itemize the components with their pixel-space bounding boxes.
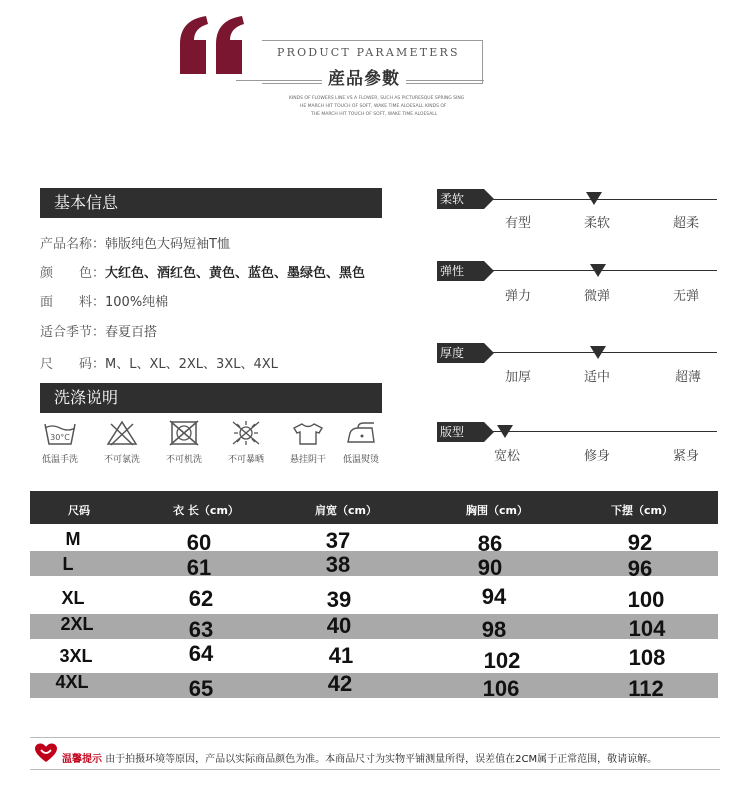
- info-label: 颜 色：: [40, 266, 106, 281]
- table-cell: 38: [325, 552, 351, 577]
- info-label: 尺 码：: [40, 357, 106, 372]
- no-sun-dry-icon: [229, 420, 263, 446]
- table-cell: 61: [186, 555, 212, 580]
- table-cell-size: 3XL: [59, 646, 93, 666]
- info-row-name: [40, 233, 230, 252]
- wash-label: 不可机洗: [165, 455, 202, 465]
- scale-option: 适中: [583, 370, 611, 385]
- table-cell: 112: [628, 676, 664, 701]
- footer-divider: [30, 737, 720, 738]
- scale-marker-elasticity: [590, 264, 606, 277]
- scale-tag-arrow: [484, 343, 494, 363]
- info-row-sizes: [40, 353, 278, 372]
- table-cell-size: 2XL: [60, 614, 94, 634]
- scale-option: 有型: [504, 216, 532, 231]
- info-label: 产品名称：: [40, 237, 106, 252]
- wash-item: [331, 420, 391, 465]
- table-cell: 63: [188, 617, 214, 642]
- title-chinese: 産品參數: [322, 64, 406, 89]
- scale-option: 超柔: [672, 216, 700, 231]
- table-cell: 98: [481, 617, 507, 642]
- table-cell-size: M: [65, 529, 81, 549]
- table-cell: 94: [481, 584, 507, 609]
- info-value: 100%纯棉: [105, 295, 169, 310]
- info-value: 春夏百搭: [105, 325, 158, 340]
- wash-label: 不可暴晒: [227, 455, 264, 465]
- info-row-color: [40, 262, 365, 281]
- row-stripe: [30, 673, 718, 698]
- wash-label: 低温手洗: [41, 455, 78, 465]
- wash-item: [216, 420, 276, 465]
- table-cell: 86: [477, 531, 503, 556]
- table-cell: 65: [188, 676, 214, 701]
- table-cell-size: L: [62, 554, 74, 574]
- tagline-line: THE MARCH HIT TOUCH OF SOFT, WAKE TIME ALOESALL: [311, 112, 438, 117]
- notice-text: [62, 750, 657, 765]
- table-header-chest: 胸围（cm）: [466, 504, 528, 517]
- title-english: PRODUCT PARAMETERS: [277, 46, 460, 59]
- scale-option: 修身: [583, 449, 611, 464]
- scale-marker-softness: [586, 192, 602, 205]
- row-stripe: [30, 551, 718, 576]
- table-cell-size: XL: [61, 588, 85, 608]
- wash-label: 不可氯洗: [103, 455, 140, 465]
- wash-label: 低温熨烫: [342, 455, 379, 465]
- table-cell: 42: [327, 671, 353, 696]
- scale-tag-fit: 版型: [437, 422, 484, 442]
- scale-option: 微弹: [583, 289, 611, 304]
- table-cell: 60: [186, 530, 212, 555]
- scale-marker-fit: [497, 425, 513, 438]
- scale-option: 加厚: [504, 370, 532, 385]
- table-cell: 64: [188, 641, 214, 666]
- notice-body: 由于拍摄环境等原因，产品以实际商品颜色为准。本商品尺寸为实物平铺测量所得，误差值在2CM属于正常范围，敬请谅解。: [105, 754, 658, 765]
- scale-tag-arrow: [484, 422, 494, 442]
- wash-item: [92, 420, 152, 465]
- footer-divider: [30, 769, 720, 770]
- table-cell: 92: [627, 530, 653, 555]
- hang-dry-icon: [291, 420, 325, 446]
- scale-tag-elasticity: 弹性: [437, 261, 484, 281]
- tagline-line: KINDS OF FLOWERS LINE VS A FLOWER, SUCH AS PICTURESQUE SPRING SING: [289, 96, 465, 101]
- table-header-length: 衣 长（cm）: [173, 504, 239, 517]
- tagline-line: HE MARCH HIT TOUCH OF SOFT, WAKE TIME ALOESALL KINDS OF: [300, 104, 447, 109]
- scale-option: 紧身: [672, 449, 700, 464]
- scale-option: 宽松: [493, 449, 521, 464]
- quote-mark-icon: [178, 14, 248, 74]
- table-cell: 100: [627, 587, 665, 612]
- scale-line: [492, 199, 717, 200]
- wash-item: [154, 420, 214, 465]
- info-value: 大红色、酒红色、黄色、蓝色、墨绿色、黑色: [105, 266, 366, 281]
- wash-item: [30, 420, 90, 465]
- scale-option: 无弹: [672, 289, 700, 304]
- no-machine-wash-icon: [167, 420, 201, 446]
- scale-line: [492, 431, 717, 432]
- table-cell: 104: [628, 616, 666, 641]
- table-cell: 102: [483, 648, 521, 673]
- scale-tag-arrow: [484, 261, 494, 281]
- table-cell: 62: [188, 586, 214, 611]
- scale-tag-thickness: 厚度: [437, 343, 484, 363]
- table-cell: 40: [326, 613, 352, 638]
- wash-item: [278, 420, 338, 465]
- scale-option: 弹力: [504, 289, 532, 304]
- table-cell: 41: [328, 643, 354, 668]
- table-cell: 39: [326, 587, 352, 612]
- info-row-season: [40, 321, 157, 340]
- notice-label: 温馨提示: [62, 754, 102, 765]
- low-iron-icon: [344, 420, 378, 446]
- table-cell: 106: [482, 676, 520, 701]
- info-label: 面 料：: [40, 295, 106, 310]
- row-stripe: [30, 614, 718, 639]
- wash-temp: 30°C: [50, 433, 70, 442]
- scale-marker-thickness: [590, 346, 606, 359]
- no-bleach-icon: [105, 420, 139, 446]
- scale-option: 柔软: [583, 216, 611, 231]
- table-cell: 96: [627, 556, 653, 581]
- table-cell: 37: [325, 528, 351, 553]
- heart-icon: [34, 742, 58, 764]
- table-header-hem: 下摆（cm）: [611, 504, 673, 517]
- info-label: 适合季节：: [40, 325, 106, 340]
- washing-heading: 洗涤说明: [40, 383, 382, 413]
- wash-30-icon: [43, 420, 77, 446]
- info-value: 韩版纯色大码短袖T恤: [105, 237, 230, 252]
- table-cell: 90: [477, 555, 503, 580]
- basic-info-heading: 基本信息: [40, 188, 382, 218]
- table-header-size: 尺码: [68, 504, 90, 517]
- scale-tag-softness: 柔软: [437, 189, 484, 209]
- info-row-fabric: [40, 291, 168, 310]
- scale-option: 超薄: [674, 370, 702, 385]
- wash-label: 悬挂阴干: [289, 455, 326, 465]
- table-cell: 108: [628, 645, 666, 670]
- table-header-shoulder: 肩宽（cm）: [315, 504, 377, 517]
- info-value: M、L、XL、2XL、3XL、4XL: [105, 357, 278, 372]
- table-cell-size: 4XL: [55, 672, 89, 692]
